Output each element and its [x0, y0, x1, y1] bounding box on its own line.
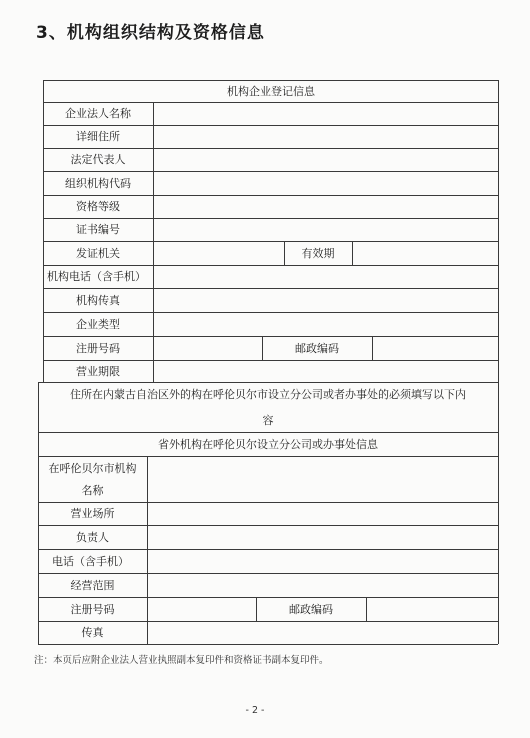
- label-postal-code-2: 邮政编码: [289, 602, 333, 616]
- label-branch-name-line2: 名称: [81, 483, 104, 497]
- label-qualification-level: 资格等级: [76, 200, 120, 213]
- label-postal-code: 邮政编码: [295, 341, 339, 355]
- section1-title: 机构企业登记信息: [227, 84, 315, 98]
- label-registration-number: 注册号码: [76, 341, 120, 355]
- label-business-scope: 经营范围: [70, 578, 115, 592]
- table-rule: [43, 288, 499, 289]
- table-rule: [43, 218, 499, 219]
- label-fax: 传真: [81, 626, 104, 639]
- page-number: - 2 -: [245, 705, 265, 716]
- table-rule: [43, 80, 499, 81]
- table-rule: [498, 80, 499, 382]
- table-rule: [38, 597, 498, 598]
- table-rule: [43, 312, 499, 313]
- label-person-in-charge: 负责人: [76, 530, 109, 544]
- table-rule: [38, 573, 498, 574]
- label-registration-number-2: 注册号码: [70, 602, 115, 616]
- table-rule: [43, 80, 44, 382]
- table-rule: [43, 265, 499, 266]
- table-rule: [43, 148, 499, 149]
- instruction-line-2: 容: [262, 413, 274, 427]
- table-rule: [256, 597, 257, 621]
- table-rule: [38, 525, 498, 526]
- table-rule: [43, 336, 499, 337]
- table-rule: [38, 549, 498, 550]
- label-legal-entity-name: 企业法人名称: [65, 107, 131, 120]
- label-org-fax: 机构传真: [76, 293, 120, 307]
- table-rule: [262, 336, 263, 360]
- table-rule: [43, 241, 499, 242]
- table-rule: [43, 125, 499, 126]
- label-phone: 电话（含手机）: [52, 554, 129, 568]
- section2-title: 省外机构在呼伦贝尔设立分公司或办事处信息: [158, 438, 378, 451]
- table-rule: [43, 171, 499, 172]
- table-rule: [43, 195, 499, 196]
- table-rule: [284, 241, 285, 265]
- table-rule: [38, 432, 498, 433]
- label-business-term: 营业期限: [76, 364, 120, 378]
- table-rule: [147, 456, 148, 644]
- label-org-phone: 机构电话（含手机）: [47, 270, 146, 283]
- table-rule: [498, 382, 499, 644]
- label-validity-period: 有效期: [301, 246, 335, 260]
- footnote: 注：本页后应附企业法人营业执照副本复印件和资格证书副本复印件。: [34, 655, 329, 666]
- label-organization-code: 组织机构代码: [65, 176, 131, 190]
- table-rule: [38, 456, 498, 457]
- label-detailed-address: 详细住所: [76, 130, 120, 143]
- label-certificate-number: 证书编号: [76, 223, 120, 236]
- table-rule: [153, 102, 154, 382]
- table-rule: [43, 102, 499, 103]
- table-rule: [372, 336, 373, 360]
- table-rule: [352, 241, 353, 265]
- page-heading: 3、机构组织结构及资格信息: [36, 23, 265, 43]
- table-rule: [38, 502, 498, 503]
- table-rule: [38, 382, 39, 644]
- table-rule: [38, 621, 498, 622]
- label-issuing-authority: 发证机关: [76, 246, 120, 260]
- label-enterprise-type: 企业类型: [76, 317, 120, 331]
- table-rule: [38, 382, 499, 383]
- label-business-premises: 营业场所: [70, 507, 115, 520]
- table-rule: [366, 597, 367, 621]
- instruction-line-1: 住所在内蒙古自治区外的构在呼伦贝尔市设立分公司或者办事处的必须填写以下内: [70, 387, 466, 401]
- table-rule: [38, 644, 498, 645]
- label-branch-name-line1: 在呼伦贝尔市机构: [48, 461, 137, 475]
- label-legal-representative: 法定代表人: [70, 153, 126, 166]
- table-rule: [43, 360, 499, 361]
